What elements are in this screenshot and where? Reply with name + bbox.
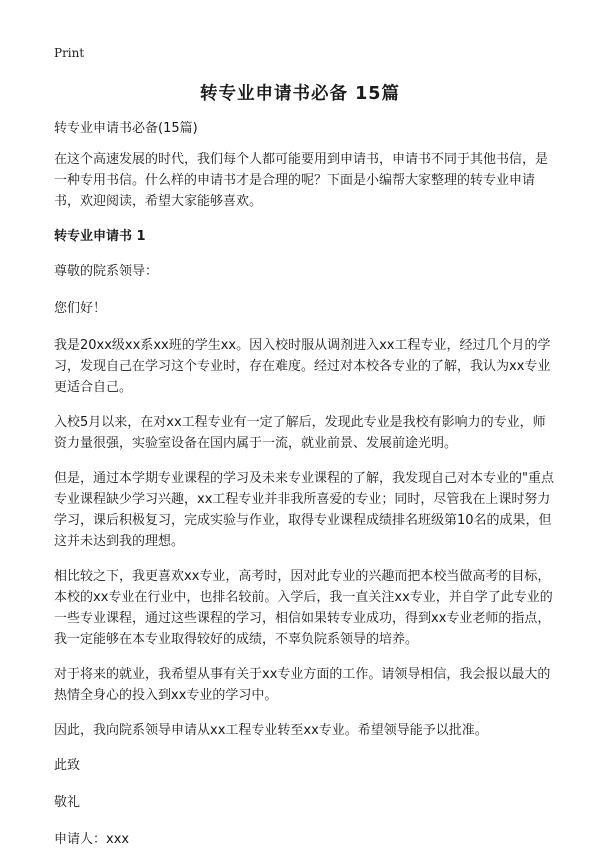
print-label: Print [54,46,85,60]
letter-paragraph: 但是，通过本学期专业课程的学习及未来专业课程的了解，我发现自己对本专业的"重点专业课程缺少学习兴趣，xx工程专业并非我所喜爱的专业；同时，尽管我在上课时努力学习，课后积极复习，完成实验与作业，取得专业课程成绩排名班级第10名的成果，但这并未达到我的理想。 [54,471,554,549]
letter-paragraph: 相比较之下，我更喜欢xx专业，高考时，因对此专业的兴趣而把本校当做高考的目标，本校的xx专业在行业中，也排名较前。入学后，我一直关注xx专业，并自学了此专业的一些专业课程，通过这些课程的学习，相信如果转专业成功，得到xx专业老师的指点，我一定能够在本专业取得较好的成绩，不辜负院系领导的培养。 [54,569,553,647]
letter-closing: 此致 [54,758,81,773]
letter-paragraph: 对于将来的就业，我希望从事有关于xx专业方面的工作。请领导相信，我会报以最大的热情全身心的投入到xx专业的学习中。 [54,667,551,703]
section-heading: 转专业申请书 1 [54,229,146,244]
intro-paragraph: 在这个高速发展的时代，我们每个人都可能要用到申请书，申请书不同于其他书信，是一种专用书信。什么样的申请书才是合理的呢？下面是小编帮大家整理的转专业申请书，欢迎阅读，希望大家能够喜欢。 [54,152,549,209]
page-title: 转专业申请书必备 15篇 [200,84,400,104]
document-body [54,118,554,866]
letter-paragraph: 我是20xx级xx系xx班的学生xx。因入校时服从调剂进入xx工程专业，经过几个月的学习，发现自己在学习这个专业时，存在难度。经过对本校各专业的了解，我认为xx专业更适合自己。 [54,338,551,395]
letter-closing-salute: 敬礼 [54,795,81,810]
letter-salutation: 尊敬的院系领导： [54,264,159,279]
document-subtitle: 转专业申请书必备(15篇) [54,121,198,136]
letter-paragraph: 入校5月以来，在对xx工程专业有一定了解后，发现此专业是我校有影响力的专业，师资力量很强，实验室设备在国内属于一流，就业前景、发展前途光明。 [54,415,546,451]
letter-applicant: 申请人：xxx [54,832,130,847]
letter-greeting: 您们好！ [54,301,107,316]
letter-paragraph: 因此，我向院系领导申请从xx工程专业转至xx专业。希望领导能予以批准。 [54,723,488,738]
